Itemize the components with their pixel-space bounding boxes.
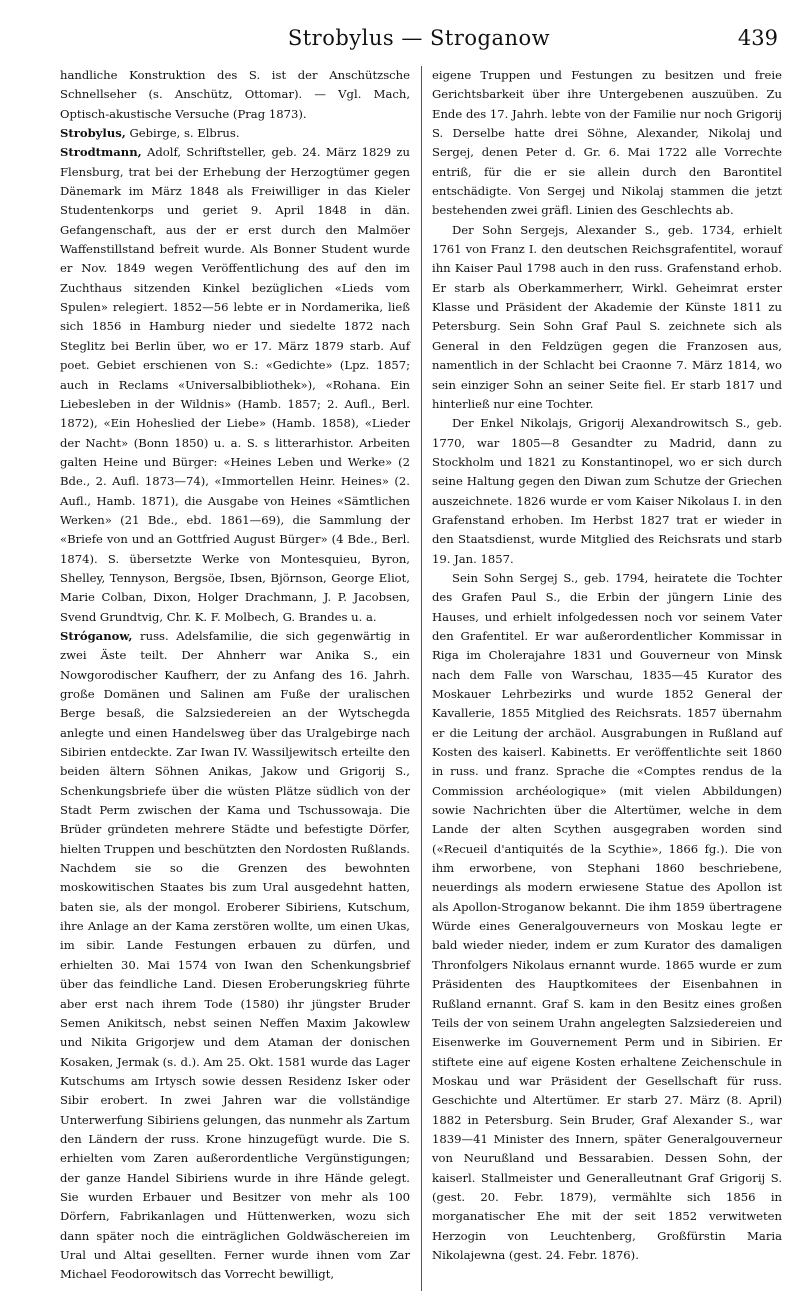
entry-continuation — [60, 66, 410, 124]
entry-text: handliche Konstruktion des S. ist der Anschützsche Schnellseher (s. Anschütz, Ottomar). — Vgl. Mach, Optisch-akustische Versuche (Prag 1873). — [60, 68, 410, 121]
entry-stroganow — [60, 627, 410, 1285]
entry-lemma: Strόganow, — [60, 628, 133, 643]
entry-text: Gebirge, s. Elbrus. — [125, 126, 240, 141]
page-number: 439 — [737, 26, 778, 50]
entry-strobylus — [60, 124, 410, 143]
entry-strodtmann — [60, 143, 410, 627]
paragraph: Der Sohn Sergejs, Alexander S., geb. 1734, erhielt 1761 von Franz I. den deutschen Reichsgrafentitel, worauf ihn Kaiser Paul 1798 auch in den russ. Grafenstand erhob. Er starb als Oberkammerherr, Wirkl. Geheimrat erster Klasse und Präsident der Akademie der Künste 1811 zu Petersburg. Sein Sohn Graf Paul S. zeichnete sich als General in den Feldzügen gegen die Franzosen aus, namentlich in der Schlacht bei Craonne 7. März 1814, wo sein einziger Sohn an seiner Seite fiel. Er starb 1817 und hinterließ nur eine Tochter. — [432, 222, 782, 411]
entry-text: Adolf, Schriftsteller, geb. 24. März 1829 zu Flensburg, trat bei der Erhebung der Herzogtümer gegen Dänemark im März 1848 als Freiwilliger in das Kieler Studentenkorps und geriet 9. April 1848 in dän. Gefangenschaft, aus der er erst durch den Malmöer Waffenstillstand befreit wurde. Als Bonner Student wurde er Nov. 1849 wegen Veröffentlichung des auf den im Zuchthaus sitzenden Kinkel bezüglichen «Lieds vom Spulen» relegiert. 1852—56 lebte er in Nordamerika, ließ sich 1856 in Hamburg nieder und siedelte 1872 nach Steglitz bei Berlin über, wo er 17. März 1879 starb. Auf poet. Gebiet erschienen von S.: «Gedichte» (Lpz. 1857; auch in Reclams «Universalbibliothek»), «Rohana. Ein Liebesleben in der Wildnis» (Hamb. 1857; 2. Aufl., Berl. 1872), «Ein Hoheslied der Liebe» (Hamb. 1858), «Lieder der Nacht» (Bonn 1850) u. a. S. s litterarhistor. Arbeiten galten Heine und Bürger: «Heines Leben und Werke» (2 Bde., 2. Aufl. 1873—74), «Immortellen Heinr. Heines» (2. Aufl., Hamb. 1871), die Ausgabe von Heines «Sämtlichen Werken» (21 Bde., ebd. 1861—69), die Sammlung der «Briefe von und an Gottfried August Bürger» (4 Bde., Berl. 1874). S. übersetzte Werke von Montesquieu, Byron, Shelley, Tennyson, Bergsöe, Ibsen, Björnson, George Eliot, Marie Colban, Dixon, Holger Drachmann, J. P. Jacobsen, Svend Grundtvig, Chr. K. F. Molbech, G. Brandes u. a. — [60, 145, 410, 624]
entry-text: russ. Adelsfamilie, die sich gegenwärtig in zwei Äste teilt. Der Ahnherr war Anika S., ein Nowgorodischer Kaufherr, der zu Anfang des 16. Jahrh. große Domänen und Salinen am Fuße der uralischen Berge besaß, die Salzsiedereien an der Wytschegda anlegte und einen Handelsweg über das Uralgebirge nach Sibirien entdeckte. Zar Iwan IV. Wassiljewitsch erteilte den beiden ältern Söhnen Anikas, Jakow und Grigorij S., Schenkungsbriefe über die wüsten Plätze südlich von der Stadt Perm zwischen der Kama und Tschussowaja. Die Brüder gründeten mehrere Städte und befestigte Dörfer, hielten Truppen und beschützten den Nordosten Rußlands. Nachdem sie so die Grenzen des bewohnten moskowitischen Staates bis zum Ural ausgedehnt hatten, baten sie, als der mongol. Eroberer Sibiriens, Kutschum, ihre Anlage an der Kama zerstören wollte, um einen Ukas, im sibir. Lande Festungen erbauen zu dürfen, und erhielten 30. Mai 1574 von Iwan den Schenkungsbrief über das feindliche Land. Diesen Eroberungskrieg führte aber erst nach ihrem Tode (1580) ihr jüngster Bruder Semen Anikitsch, nebst seinen Neffen Maxim Jakowlew und Nikita Grigorjew und dem Ataman der donischen Kosaken, Jermak (s. d.). Am 25. Okt. 1581 wurde das Lager Kutschums am Irtysch sowie dessen Residenz Isker oder Sibir erobert. In zwei Jahren war die vollständige Unterwerfung Sibiriens gelungen, das nunmehr als Zartum den Ländern der russ. Krone hinzugefügt wurde. Die S. erhielten vom Zaren außerordentliche Vergünstigungen; der ganze Handel Sibiriens wurde in ihre Hände gelegt. Sie wurden Erbauer und Besitzer von mehr als 100 Dörfern, Fabrikanlagen und Hüttenwerken, wozu sich dann später noch die einträglichen Goldwäschereien im Ural und Altai gesellten. Ferner wurde ihnen vom Zar Michael Feodorowitsch das Vorrecht bewilligt, — [60, 628, 410, 1282]
running-head: Strobylus — Stroganow — [287, 26, 551, 50]
entry-lemma: Strobylus, — [60, 126, 126, 141]
paragraph: Sein Sohn Sergej S., geb. 1794, heiratete die Tochter des Grafen Paul S., die Erbin der jüngern Linie des Hauses, und erhielt infolgedessen noch vor seinem Vater den Grafentitel. Er war außerordentlicher Kommissar in Riga im Cholerajahre 1831 und Gouverneur von Minsk nach dem Falle von Warschau, 1835—45 Kurator des Moskauer Lehrbezirks und wurde 1852 General der Kavallerie, 1855 Mitglied des Reichsrats. 1857 übernahm er die Leitung der archäol. Ausgrabungen in Rußland auf Kosten des kaiserl. Kabinetts. Er veröffentlichte seit 1860 in russ. und franz. Sprache die «Comptes rendus de la Commission archéologique» (mit vielen Abbildungen) sowie Nachrichten über die Altertümer, welche in dem Lande der alten Scythen ausgegraben worden sind («Recueil d'antiquités de la Scythie», 1866 fg.). Die von ihm erworbene, von Stephani 1860 beschriebene, neuerdings als modern erwiesene Statue des Apollon ist als Apollon-Stroganow bekannt. Die ihm 1859 übertragene Würde eines Generalgouverneurs von Moskau legte er bald wieder nieder, indem er zum Kurator des damaligen Thronfolgers Nikolaus ernannt wurde. 1865 wurde er zum Präsidenten des Hauptkomitees der Eisenbahnen in Rußland ernannt. Graf S. kam in den Besitz eines großen Teils der von seinem Urahn angelegten Salzsiedereien und Eisenwerke im Gouvernement Perm und in Sibirien. Er stiftete eine auf eigene Kosten erhaltene Zeichenschule in Moskau und war Präsident der Gesellschaft für russ. Geschichte und Altertümer. Er starb 27. März (8. April) 1882 in Petersburg. Sein Bruder, Graf Alexander S., war 1839—41 Minister des Innern, später Generalgouverneur von Neurußland und Bessarabien. Dessen Sohn, der kaiserl. Stallmeister und Generalleutnant Graf Grigorij S. (gest. 20. Febr. 1879), vermählte sich 1856 in morganatischer Ehe mit der seit 1852 verwitweten Herzogin von Leuchtenberg, Großfürstin Maria Nikolajewna (gest. 24. Febr. 1876). — [432, 570, 782, 1262]
paragraph: Der Enkel Nikolajs, Grigorij Alexandrowitsch S., geb. 1770, war 1805—8 Gesandter zu Madrid, dann zu Stockholm und 1821 zu Konstantinopel, wo er sich durch seine Haltung gegen den Diwan zum Schutze der Griechen auszeichnete. 1826 wurde er vom Kaiser Nikolaus I. in den Grafenstand erhoben. Im Herbst 1827 trat er wieder in den Staatsdienst, wurde Mitglied des Reichsrats und starb 19. Jan. 1857. — [432, 416, 782, 566]
column-divider — [421, 66, 422, 1291]
text-columns — [60, 66, 782, 1296]
paragraph: eigene Truppen und Festungen zu besitzen und freie Gerichtsbarkeit über ihre Untergebenen auszuüben. Zu Ende des 17. Jahrh. lebte von der Familie nur noch Grigorij S. Derselbe hatte drei Söhne, Alexander, Nikolaj und Sergej, denen Peter d. Gr. 6. Mai 1722 alle Vorrechte entriß, für die er sie allein durch den Barontitel entschädigte. Von Sergej und Nikolaj stammen die jetzt bestehenden zwei gräfl. Linien des Geschlechts ab. — [432, 68, 782, 218]
entry-lemma: Strodtmann, — [60, 145, 142, 160]
right-column — [432, 66, 782, 1265]
left-column — [60, 66, 410, 1285]
page-header — [60, 26, 778, 66]
